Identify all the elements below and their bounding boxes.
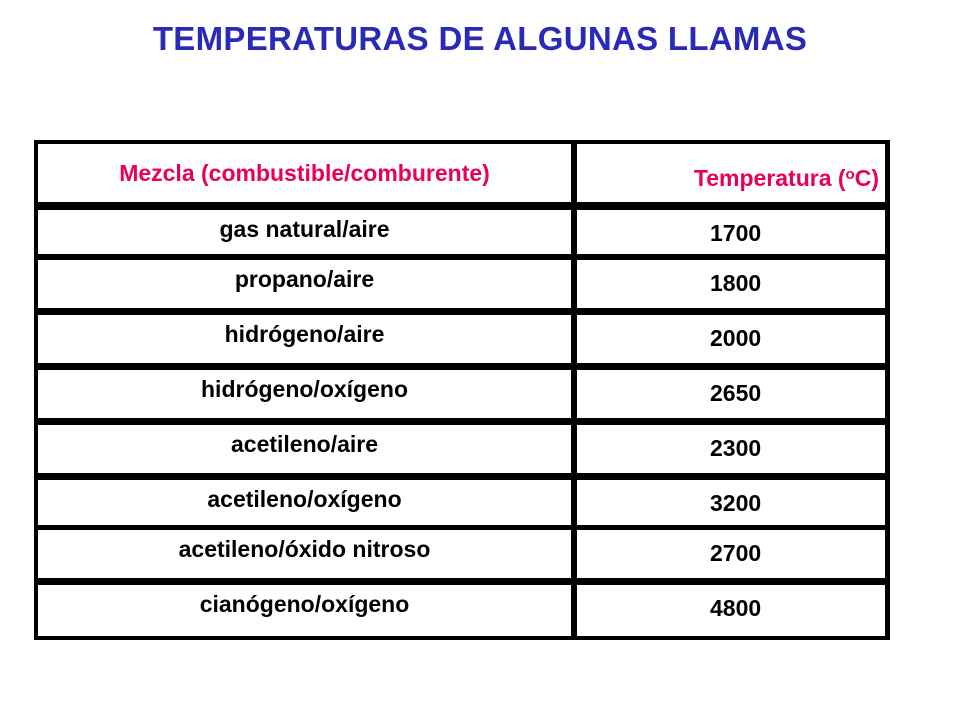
- mix-label: acetileno/aire: [230, 431, 379, 457]
- temp-cell: [577, 425, 885, 473]
- header-mix-cell: [38, 144, 571, 202]
- temp-cell: [577, 210, 885, 254]
- mix-cell: [38, 585, 571, 636]
- temp-cell: [577, 530, 885, 578]
- temp-value: 1700: [710, 220, 762, 246]
- temp-value: 2700: [710, 540, 762, 566]
- degree-sup: o: [845, 165, 855, 183]
- temp-cell: [577, 370, 885, 418]
- header-temp-label: Temperatura ($^o$C): [693, 164, 879, 191]
- mix-label: acetileno/óxido nitroso: [178, 536, 431, 562]
- temp-cell: [577, 315, 885, 363]
- temp-value: 2650: [710, 380, 762, 406]
- temp-cell: [577, 260, 885, 308]
- temp-cell: [577, 585, 885, 636]
- temp-value: 2300: [710, 435, 762, 461]
- temp-value: 3200: [710, 490, 762, 516]
- flame-temperature-table: [34, 140, 890, 640]
- mix-label: cianógeno/oxígeno: [199, 591, 410, 617]
- mix-cell: [38, 315, 571, 363]
- mix-label: acetileno/oxígeno: [207, 486, 402, 512]
- page-title: TEMPERATURAS DE ALGUNAS LLAMAS: [152, 20, 808, 57]
- temp-cell: [577, 480, 885, 525]
- temp-value: 4800: [710, 595, 762, 621]
- mix-label: propano/aire: [234, 266, 375, 292]
- header-temp-cell: [577, 144, 885, 202]
- mix-label: hidrógeno/oxígeno: [201, 376, 408, 402]
- mix-cell: [38, 370, 571, 418]
- mix-cell: [38, 210, 571, 254]
- header-mix-label: Mezcla (combustible/comburente): [119, 159, 490, 186]
- temp-value: 2000: [710, 325, 762, 351]
- mix-label: hidrógeno/aire: [224, 321, 385, 347]
- mix-cell: [38, 425, 571, 473]
- mix-cell: [38, 260, 571, 308]
- mix-cell: [38, 530, 571, 578]
- temp-value: 1800: [710, 270, 762, 296]
- mix-label: gas natural/aire: [219, 216, 390, 242]
- mix-cell: [38, 480, 571, 525]
